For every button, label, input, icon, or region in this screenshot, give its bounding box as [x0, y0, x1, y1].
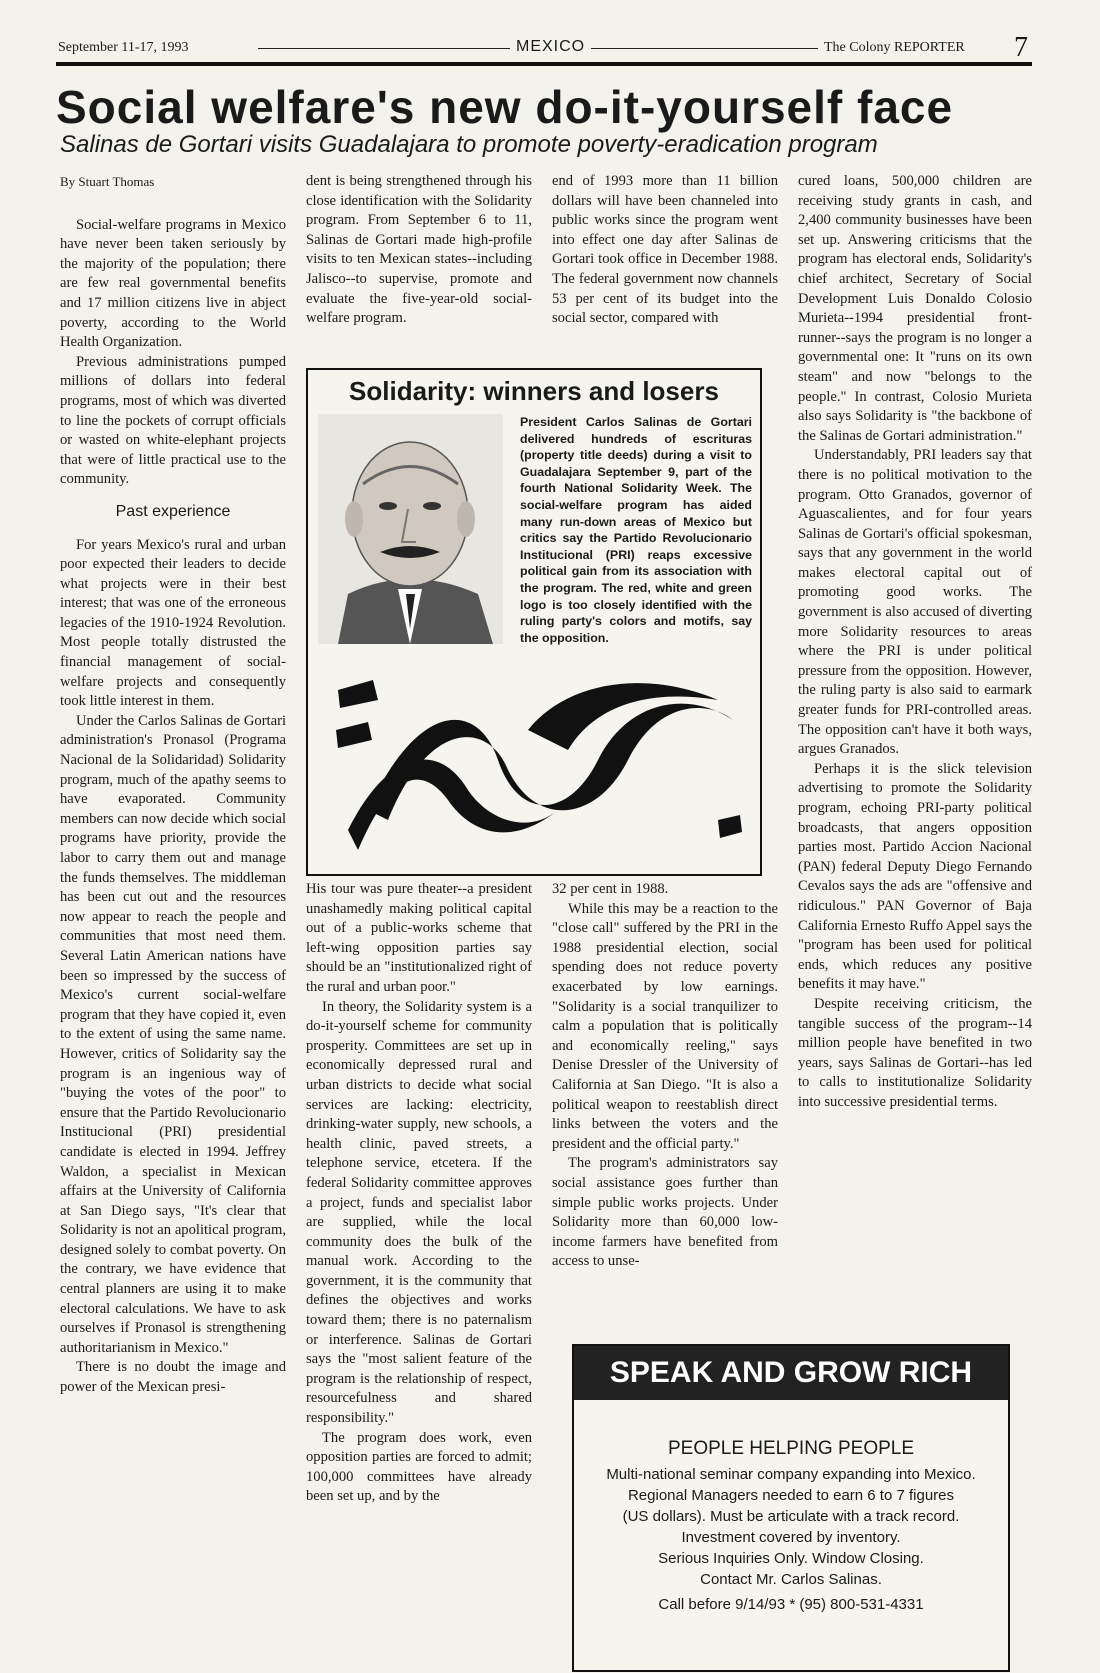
ad-line: Investment covered by inventory.: [681, 1529, 901, 1546]
paragraph: Perhaps it is the slick television advertising to promote the Solidarity program, echoing PRI-party political broadcasts, that angers opposition parties most. Partido Accion Nacional (PAN) federal Deputy Diego Fernando Cevalos says the ads are "offensive and ridiculous." PAN Governor of Baja California Ernesto Ruffo Appel says the "program has been used for political ends, which reduces any positive benefits it may have.": [798, 760, 1032, 993]
publication-name: The Colony REPORTER: [818, 40, 971, 56]
paragraph: The program does work, even opposition parties are forced to admit; 100,000 committees have already been set up, and by the: [306, 1429, 532, 1505]
paragraph: In theory, the Solidarity system is a do-it-yourself scheme for community prosperity. Committees are set up in economically depressed rural and urban districts to decide what social services are lacking: electricity, drinking-water supply, new schools, a health clinic, paved streets, a telephone service, etcetera. If the federal Solidarity committee approves a project, funds and specialist labor are supplied, while the local community does the bulk of the manual work. According to the government, it is the community that defines the objectives and works toward them; there is no paternalism or interference. Salinas de Gortari says the "most salient feature of the program is the relationship of respect, resourcefulness and shared responsibility.": [306, 998, 532, 1427]
paragraph: The program's administrators say social assistance goes further than simple public works projects. Under Solidarity more than 60,000 low-income farmers have benefited from access to unse-: [552, 1155, 778, 1270]
paragraph: Despite receiving criticism, the tangible success of the program--14 million people have benefited in two years, says Salinas de Gortari--has led to calls to institutionalize Solidarity into successive presidential terms.: [798, 995, 1032, 1110]
article-deck: Salinas de Gortari visits Guadalajara to promote poverty-eradication program: [60, 131, 878, 158]
article-headline: Social welfare's new do-it-yourself face: [56, 81, 954, 133]
ad-line: (US dollars). Must be articulate with a track record.: [622, 1508, 960, 1525]
page-number: 7: [1014, 32, 1028, 63]
sidebar-caption: President Carlos Salinas de Gortari delivered hundreds of escrituras (property title deeds) during a visit to Guadalajara September 9, part of the fourth National Solidarity Week. The social-welfare program has aided many run-down areas of Mexico but critics say the Partido Revolucionario Institucional (PRI) reaps excessive political gain from its association with the program. The red, white and green logo is too closely identified with the ruling party's colors and motifs, say the opposition.: [520, 415, 752, 645]
paragraph: Understandably, PRI leaders say that there is no political motivation to the program. Otto Granados, governor of Aguascalientes, and for four years Salinas de Gortari's official spokesman, says that any government in the world makes electoral capital out of promoting good works. The government is also accused of diverting more Solidarity resources to areas where the PRI is under political pressure from the opposition. However, the ruling party is also said to earmark greater funds for PRI-controlled areas. The opposition can't have it both ways, argues Granados.: [798, 447, 1032, 758]
paragraph: While this may be a reaction to the "close call" suffered by the PRI in the 1988 presidential election, social spending does not reduce poverty exacerbated by low earnings. "Solidarity is a social tranquilizer to calm a population that is politically and economically reeling," says Denise Dressler of the University of California at San Diego. "It is also a political weapon to reestablish direct links between the voters and the president and the official party.": [552, 900, 778, 1152]
paragraph: dent is being strengthened through his close identification with the Solidarity program. From September 6 to 11, Salinas de Gortari made high-profile visits to ten Mexican states--including Jalisco--to supervise, promote and evaluate the five-year-old social-welfare program.: [306, 173, 532, 327]
column-2-top: [306, 172, 532, 329]
page-header: [58, 32, 1028, 63]
ad-line: Serious Inquiries Only. Window Closing.: [658, 1550, 924, 1567]
column-2-bottom: [306, 880, 532, 1507]
paragraph: For years Mexico's rural and urban poor expected their leaders to decide what projects were in their best interest; that was one of the erroneous legacies of the 1910-1924 Revolution. Most people totally distrusted the financial management of social-welfare projects and consequently took little interest in them.: [60, 536, 286, 710]
paragraph: Previous administrations pumped millions of dollars into federal programs, most of which was diverted to line the pockets of corrupt officials or wasted on white-elephant projects that were of little practical use to the community.: [60, 353, 286, 488]
salinas-portrait-photo: [318, 414, 503, 644]
paragraph: There is no doubt the image and power of the Mexican presi-: [60, 1359, 286, 1396]
column-4: [798, 172, 1032, 1113]
column-3-top: [552, 172, 778, 329]
sidebar-title: Solidarity: winners and losers: [349, 376, 719, 406]
paragraph: cured loans, 500,000 children are receiving study grants in cash, and 2,400 community businesses have been set up. Answering criticisms that the program has electoral ends, Solidarity's chief architect, Secretary of Social Development Luis Donaldo Colosio Murieta--1994 presidential front-runner--says the program is no longer a governmental one: It "runs on its own steam" and now "belongs to the people." In contrast, Colosio Murieta also says Solidarity is "the backbone of the Salinas de Gortari administration.": [798, 173, 1032, 444]
byline: By Stuart Thomas: [60, 174, 155, 189]
paragraph: Under the Carlos Salinas de Gortari administration's Pronasol (Programa Nacional de la Solidaridad) Solidarity program, much of the apathy seems to have evaporated. Community members can now decide which social programs have priority, provide the labor to carry them out and manage the funds themselves. The middleman has been cut out and the resources now appear to reach the people and communities that most need them. Several Latin American nations have been so impressed by the success of Mexico's current social-welfare program that they have copied it, even to the extent of using the same name. However, critics of Solidarity say the program is an ingenious way of "buying the votes of the poor" to ensure that the Partido Revolucionario Institucional (PRI) presidential candidate is elected in 1994. Jeffrey Waldon, a specialist in Mexican affairs at the University of California at San Diego says, "It's clear that Solidarity is not an apolitical program, designed solely to combat poverty. On the contrary, we have evidence that central planners are using it to make electoral calculations. We have to ask ourselves if Pronasol is strengthening authoritarianism in Mexico.": [60, 712, 286, 1356]
ad-line: Regional Managers needed to earn 6 to 7 figures: [627, 1487, 955, 1504]
ad-line: PEOPLE HELPING PEOPLE: [667, 1438, 915, 1459]
paragraph: Social-welfare programs in Mexico have never been taken seriously by the majority of the population; there are few real governmental benefits and 17 million citizens live in abject poverty, according to the World Health Organization.: [60, 216, 286, 351]
ad-phone-line: Call before 9/14/93 * (95) 800-531-4331: [658, 1596, 924, 1613]
paragraph: 32 per cent in 1988.: [552, 881, 669, 897]
header-divider: [56, 62, 1032, 66]
solidarity-sidebar: [306, 368, 762, 876]
issue-date: September 11-17, 1993: [58, 40, 189, 55]
ad-line: Multi-national seminar company expanding into Mexico.: [606, 1466, 976, 1483]
section-label: MEXICO: [510, 38, 591, 56]
ad-line: Contact Mr. Carlos Salinas.: [700, 1571, 882, 1588]
subhead-past-experience: Past experience: [115, 502, 231, 520]
solidarity-logo: [328, 660, 748, 866]
column-3-bottom: [552, 880, 778, 1272]
column-1: [60, 172, 286, 1398]
ad-banner: SPEAK AND GROW RICH: [574, 1346, 1008, 1400]
speak-and-grow-rich-ad: [572, 1344, 1010, 1672]
paragraph: His tour was pure theater--a president unashamedly making political capital out of a public-works scheme that left-wing opposition parties say should be an "institutionalized right of the rural and urban poor.": [306, 881, 532, 995]
paragraph: end of 1993 more than 11 billion dollars will have been channeled into public works since the program went into effect one day after Salinas de Gortari took office in December 1988. The federal government now channels 53 per cent of its budget into the social sector, compared with: [552, 173, 778, 327]
